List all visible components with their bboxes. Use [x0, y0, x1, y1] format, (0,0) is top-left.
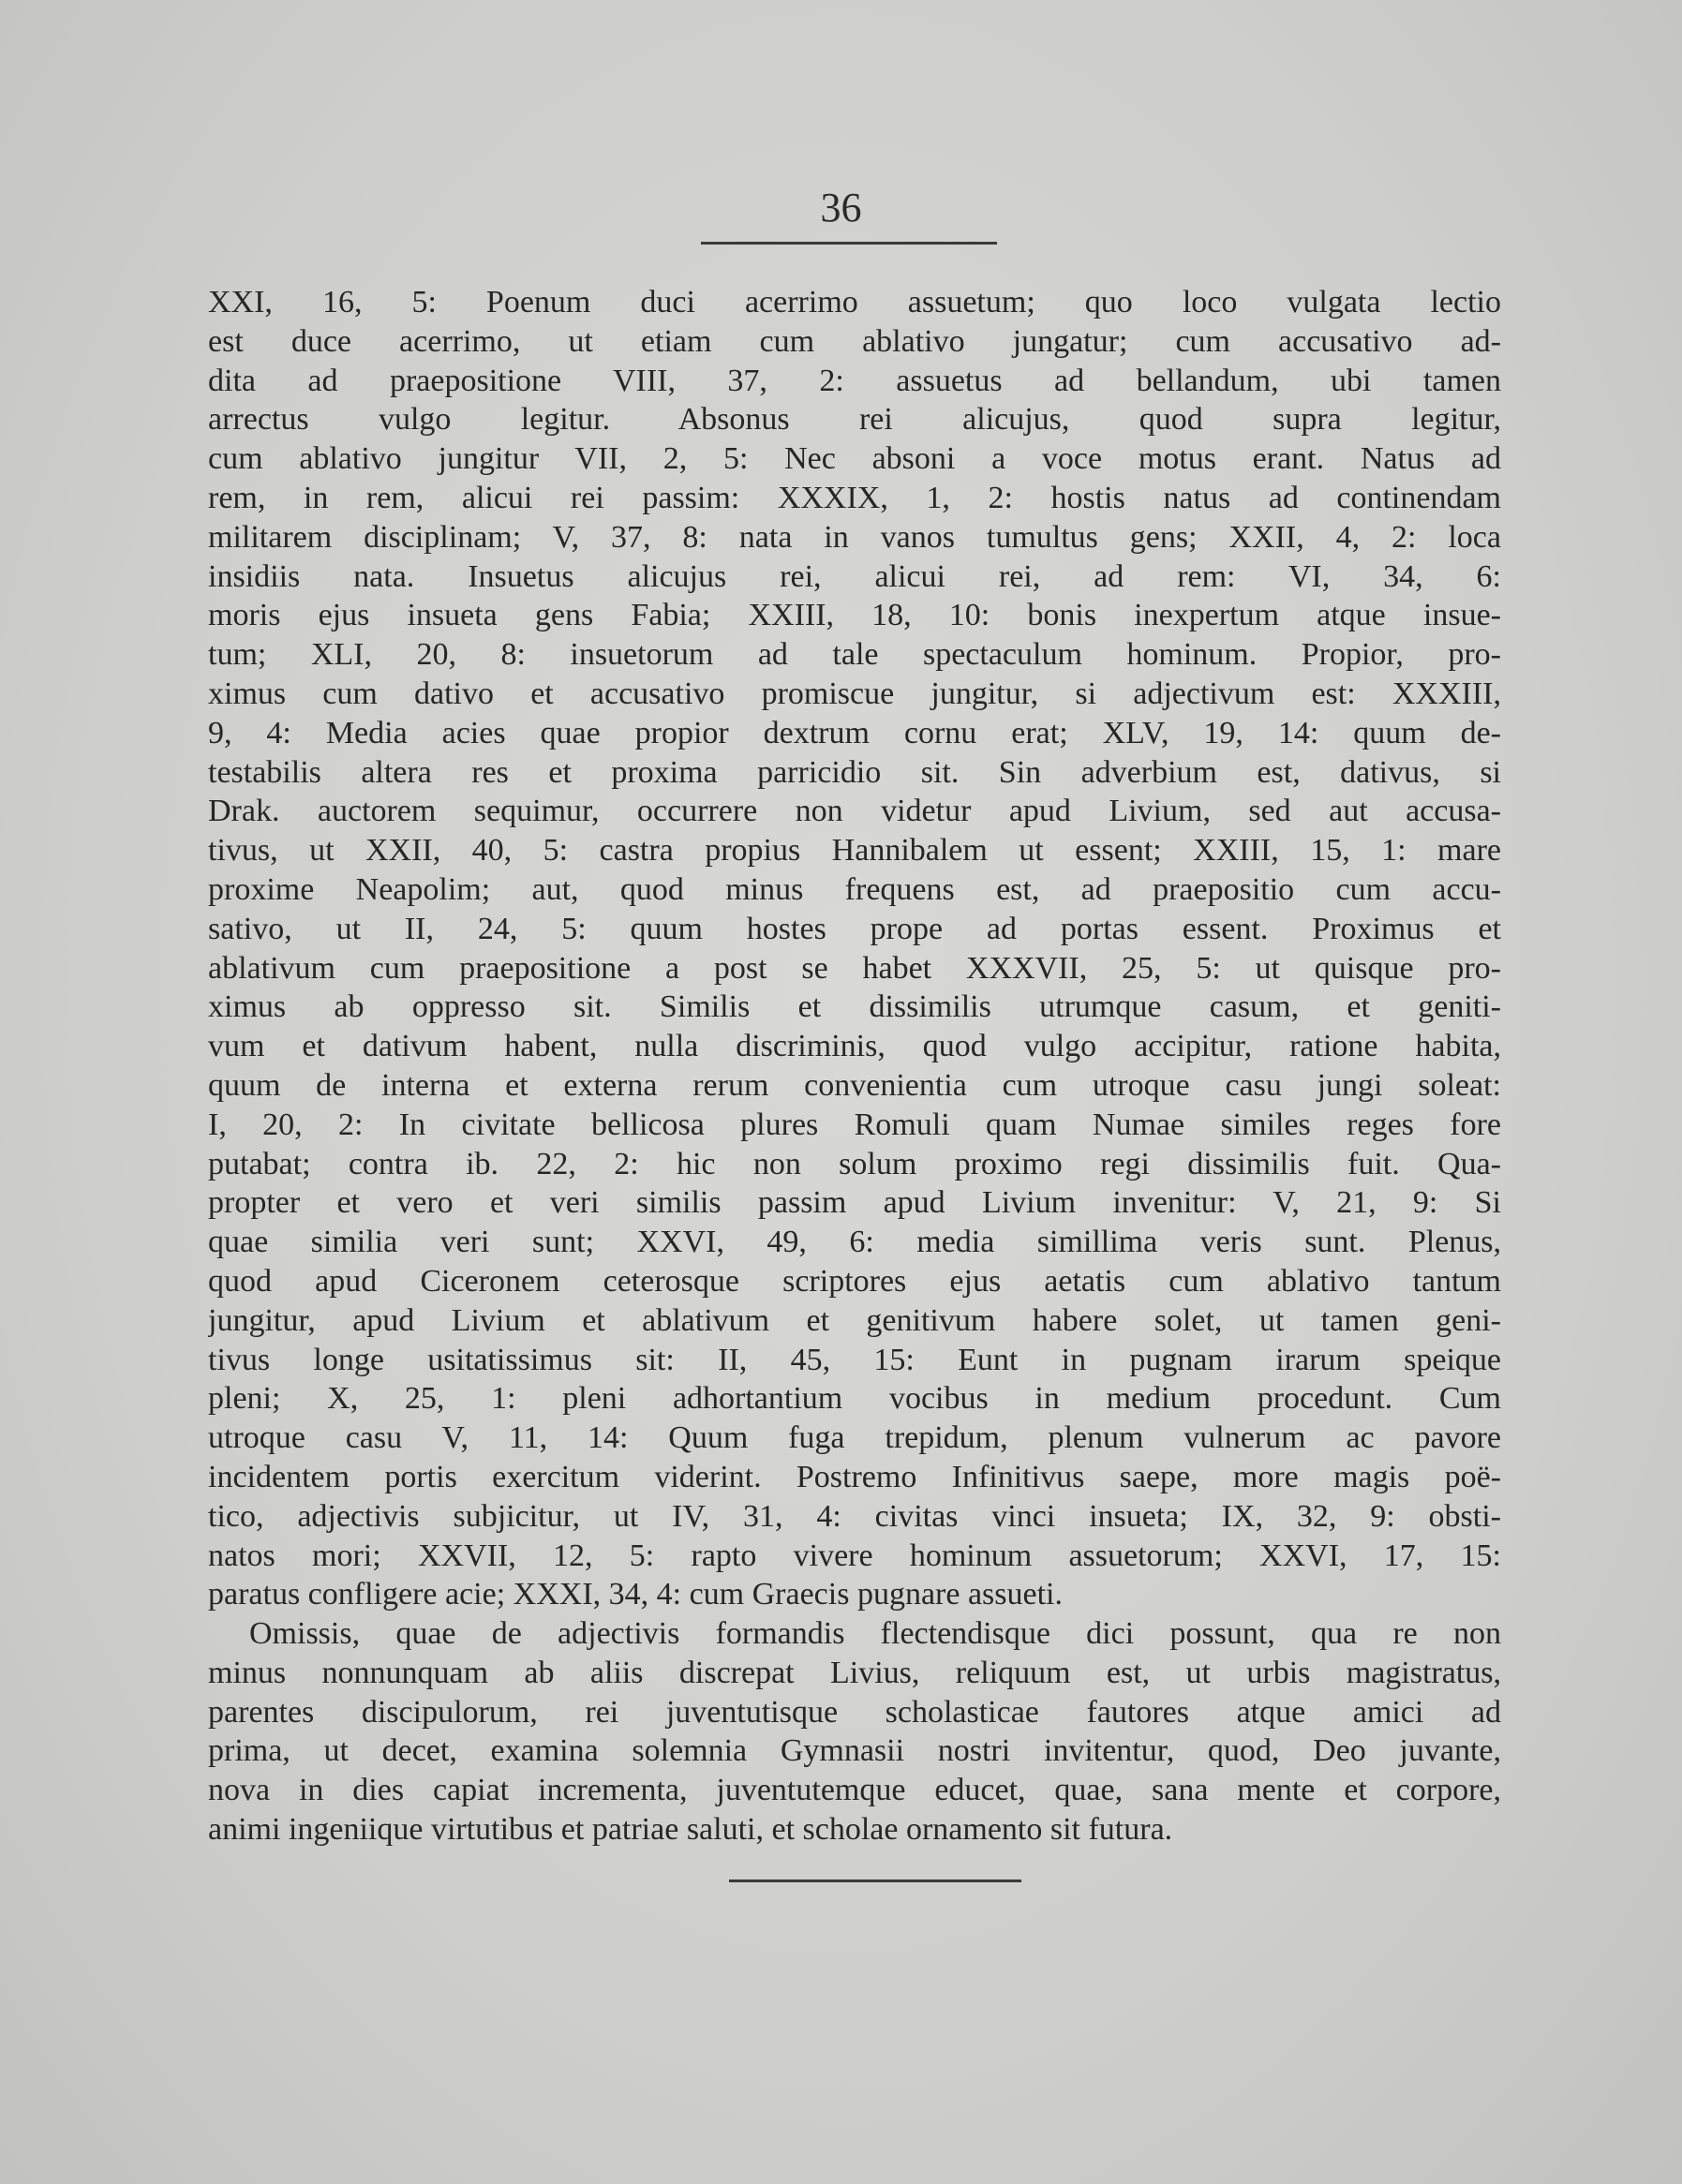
text-line: vum et dativum habent, nulla discriminis, quod vulgo accipitur, ratione habita,: [208, 1029, 1501, 1064]
text-line: paratus confligere acie; XXXI, 34, 4: cum Graecis pugnare assueti.: [208, 1577, 1063, 1612]
text-line: Drak. auctorem sequimur, occurrere non videtur apud Livium, sed aut accusa-: [208, 794, 1501, 829]
text-line: tico, adjectivis subjicitur, ut IV, 31, 4: civitas vinci insueta; IX, 32, 9: obsti-: [208, 1498, 1501, 1534]
text-line: natos mori; XXVII, 12, 5: rapto vivere hominum assuetorum; XXVI, 17, 15:: [208, 1538, 1501, 1573]
text-line: tivus, ut XXII, 40, 5: castra propius Hannibalem ut essent; XXIII, 15, 1: mare: [208, 833, 1501, 869]
text-line: minus nonnunquam ab aliis discrepat Livius, reliquum est, ut urbis magistratus,: [208, 1655, 1501, 1690]
text-line: XXI, 16, 5: Poenum duci acerrimo assuetum; quo loco vulgata lectio: [208, 285, 1501, 319]
text-line: animi ingeniique virtutibus et patriae saluti, et scholae ornamento sit futura.: [208, 1812, 1173, 1848]
text-line: insidiis nata. Insuetus alicujus rei, alicui rei, ad rem: VI, 34, 6:: [208, 558, 1501, 594]
text-line: militarem disciplinam; V, 37, 8: nata in vanos tumultus gens; XXII, 4, 2: loca: [208, 519, 1501, 555]
text-line: incidentem portis exercitum viderint. Postremo Infinitivus saepe, more magis poë-: [208, 1459, 1501, 1494]
text-line: jungitur, apud Livium et ablativum et genitivum habere solet, ut tamen geni-: [208, 1302, 1501, 1338]
text-line: prima, ut decet, examina solemnia Gymnasii nostri invitentur, quod, Deo juvante,: [208, 1733, 1501, 1769]
text-line: propter et vero et veri similis passim apud Livium invenitur: V, 21, 9: Si: [208, 1185, 1501, 1221]
text-line: ximus ab oppresso sit. Similis et dissimilis utrumque casum, et geniti-: [208, 989, 1501, 1025]
text-line: testabilis altera res et proxima parricidio sit. Sin adverbium est, dativus, si: [208, 754, 1501, 790]
text-line: pleni; X, 25, 1: pleni adhortantium vocibus in medium procedunt. Cum: [208, 1381, 1501, 1417]
text-line: rem, in rem, alicui rei passim: XXXIX, 1, 2: hostis natus ad continendam: [208, 480, 1501, 515]
text-line: ximus cum dativo et accusativo promiscue jungitur, si adjectivum est: XXXIII,: [208, 676, 1501, 711]
text-line: quum de interna et externa rerum convenientia cum utroque casu jungi soleat:: [208, 1067, 1501, 1103]
text-line: nova in dies capiat incrementa, juventutemque educet, quae, sana mente et corpore,: [208, 1773, 1501, 1808]
body-text: [208, 283, 1501, 1850]
bottom-rule: [729, 1879, 1021, 1882]
text-line: proxime Neapolim; aut, quod minus frequens est, ad praepositio cum accu-: [208, 871, 1501, 907]
text-line: arrectus vulgo legitur. Absonus rei alicujus, quod supra legitur,: [208, 402, 1501, 438]
text-line: cum ablativo jungitur VII, 2, 5: Nec absoni a voce motus erant. Natus ad: [208, 441, 1501, 477]
text-line: est duce acerrimo, ut etiam cum ablativo jungatur; cum accusativo ad-: [208, 323, 1501, 359]
text-line: utroque casu V, 11, 14: Quum fuga trepidum, plenum vulnerum ac pavore: [208, 1420, 1501, 1456]
text-line: quae similia veri sunt; XXVI, 49, 6: media simillima veris sunt. Plenus,: [208, 1225, 1501, 1260]
text-line: quod apud Ciceronem ceterosque scriptores ejus aetatis cum ablativo tantum: [208, 1263, 1501, 1299]
text-line: moris ejus insueta gens Fabia; XXIII, 18, 10: bonis inexpertum atque insue-: [208, 598, 1501, 633]
text-line: dita ad praepositione VIII, 37, 2: assuetus ad bellandum, ubi tamen: [208, 363, 1501, 398]
text-line: putabat; contra ib. 22, 2: hic non solum proximo regi dissimilis fuit. Qua-: [208, 1146, 1501, 1181]
text-line: parentes discipulorum, rei juventutisque scholasticae fautores atque amici ad: [208, 1694, 1501, 1730]
text-line: tum; XLI, 20, 8: insuetorum ad tale spectaculum hominum. Propior, pro-: [208, 637, 1501, 673]
page-number: 36: [820, 185, 862, 230]
text-line: Omissis, quae de adjectivis formandis flectendisque dici possunt, qua re non: [249, 1616, 1501, 1652]
top-rule: [701, 242, 997, 245]
text-line: 9, 4: Media acies quae propior dextrum cornu erat; XLV, 19, 14: quum de-: [208, 715, 1501, 750]
text-line: I, 20, 2: In civitate bellicosa plures Romuli quam Numae similes reges fore: [208, 1107, 1501, 1142]
text-line: ablativum cum praepositione a post se habet XXXVII, 25, 5: ut quisque pro-: [208, 950, 1501, 986]
text-line: tivus longe usitatissimus sit: II, 45, 15: Eunt in pugnam irarum speique: [208, 1342, 1501, 1377]
text-line: sativo, ut II, 24, 5: quum hostes prope ad portas essent. Proximus et: [208, 911, 1501, 946]
